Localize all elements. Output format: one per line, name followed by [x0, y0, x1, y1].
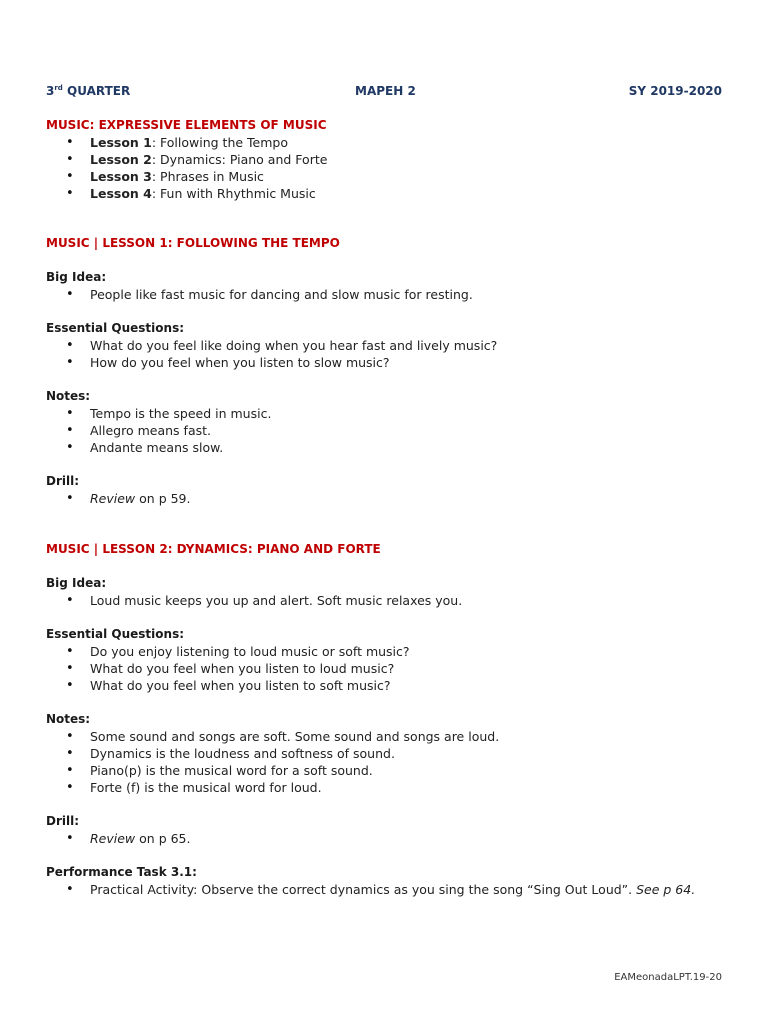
list-item: [46, 151, 722, 168]
list-item: [46, 185, 722, 202]
quarter-label: [46, 84, 130, 98]
big-idea-label: Big Idea:: [46, 576, 107, 590]
list-item: [46, 490, 722, 507]
lesson2-title-block: [46, 541, 722, 558]
notes-label: Notes:: [46, 389, 91, 403]
lesson-label: Lesson 2: [90, 152, 152, 167]
footer-code: EAMeonadaLPT.19-20: [614, 972, 722, 983]
drill-page: on p 59.: [135, 491, 191, 506]
performance-task-ref: See p 64.: [636, 882, 696, 897]
lesson-text: : Following the Tempo: [151, 135, 289, 150]
list-item: • What do you feel when you listen to loud music?: [46, 660, 722, 677]
lesson1-essential-questions: [46, 320, 722, 371]
school-year-label: SY 2019-2020: [628, 84, 722, 98]
quarter-word: QUARTER: [62, 84, 131, 98]
overview-section: [46, 117, 722, 202]
lesson1-big-idea: [46, 269, 722, 303]
lesson2-big-idea: [46, 575, 722, 609]
list-item: • Piano(p) is the musical word for a soft sound.: [46, 762, 722, 779]
list-item: [46, 881, 722, 898]
lesson-label: Lesson 3: [90, 169, 152, 184]
list-item: • Tempo is the speed in music.: [46, 405, 722, 422]
lesson-list: [46, 134, 722, 202]
drill-page: on p 65.: [135, 831, 191, 846]
drill-label: Drill:: [46, 814, 80, 828]
performance-task-label: Performance Task 3.1:: [46, 865, 197, 879]
performance-task-text: Practical Activity: Observe the correct dynamics as you sing the song “Sing Out Loud”.: [90, 882, 637, 897]
page-header: [46, 84, 722, 100]
lesson-text: : Phrases in Music: [151, 169, 264, 184]
overview-title: MUSIC: EXPRESSIVE ELEMENTS OF MUSIC: [46, 118, 327, 132]
drill-review: Review: [90, 831, 136, 846]
list-item: • Dynamics is the loudness and softness of sound.: [46, 745, 722, 762]
quarter-ordinal: rd: [54, 84, 63, 92]
list-item: • Do you enjoy listening to loud music or soft music?: [46, 643, 722, 660]
lesson2-performance-task: [46, 864, 722, 898]
drill-review: Review: [90, 491, 136, 506]
list-item: [46, 168, 722, 185]
list-item: • People like fast music for dancing and slow music for resting.: [46, 286, 722, 303]
lesson1-title-block: [46, 235, 722, 252]
list-item: • Andante means slow.: [46, 439, 722, 456]
lesson2-notes: [46, 711, 722, 796]
lesson2-title: MUSIC | LESSON 2: DYNAMICS: PIANO AND FORTE: [46, 542, 381, 556]
list-item: • Loud music keeps you up and alert. Soft music relaxes you.: [46, 592, 722, 609]
list-item: • What do you feel when you listen to soft music?: [46, 677, 722, 694]
lesson2-essential-questions: [46, 626, 722, 694]
lesson2-drill: [46, 813, 722, 847]
essential-questions-label: Essential Questions:: [46, 321, 185, 335]
list-item: • Some sound and songs are soft. Some sound and songs are loud.: [46, 728, 722, 745]
quarter-number: 3: [46, 84, 55, 98]
list-item: • What do you feel like doing when you hear fast and lively music?: [46, 337, 722, 354]
list-item: [46, 134, 722, 151]
list-item: • Allegro means fast.: [46, 422, 722, 439]
lesson-label: Lesson 4: [90, 186, 152, 201]
lesson1-drill: [46, 473, 722, 507]
lesson1-title: MUSIC | LESSON 1: FOLLOWING THE TEMPO: [46, 236, 340, 250]
lesson-text: : Fun with Rhythmic Music: [151, 186, 316, 201]
subject-label: MAPEH 2: [355, 84, 416, 98]
notes-label: Notes:: [46, 712, 91, 726]
list-item: [46, 830, 722, 847]
lesson1-notes: [46, 388, 722, 456]
lesson-label: Lesson 1: [90, 135, 152, 150]
big-idea-label: Big Idea:: [46, 270, 107, 284]
list-item: • How do you feel when you listen to slow music?: [46, 354, 722, 371]
list-item: • Forte (f) is the musical word for loud.: [46, 779, 722, 796]
drill-label: Drill:: [46, 474, 80, 488]
lesson-text: : Dynamics: Piano and Forte: [151, 152, 328, 167]
essential-questions-label: Essential Questions:: [46, 627, 185, 641]
